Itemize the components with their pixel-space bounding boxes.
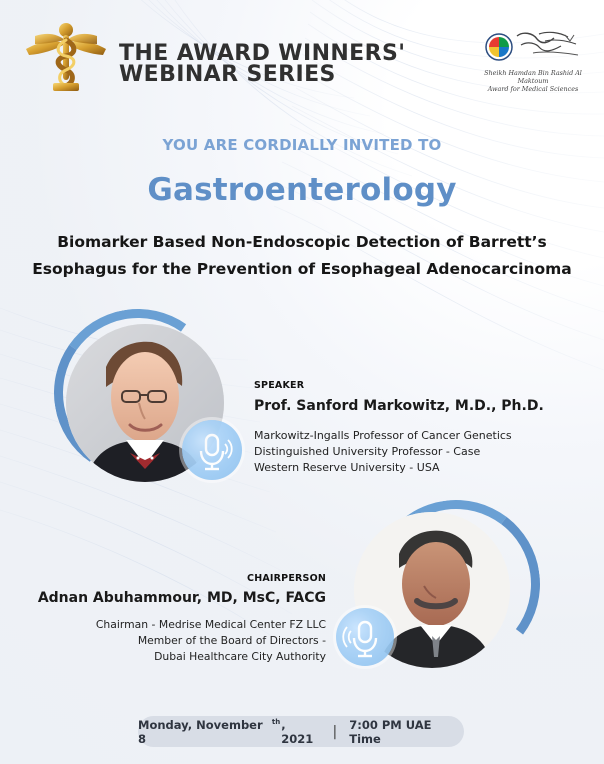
chairperson-role: CHAIRPERSON [247, 573, 326, 584]
webinar-series-title [119, 43, 405, 85]
microphone-icon [182, 420, 242, 480]
speaker-details [254, 380, 574, 476]
speaker-role: SPEAKER [254, 380, 305, 391]
event-date-time [138, 716, 464, 747]
webinar-topic [24, 229, 580, 283]
chairperson-line-2: Member of the Board of Directors - [137, 634, 326, 647]
speaker-line-1: Markowitz-Ingalls Professor of Cancer Genetics [254, 429, 512, 442]
chairperson-details [36, 573, 326, 665]
speaker-line-2: Distinguished University Professor - Case [254, 445, 481, 458]
title-line-1: THE AWARD WINNERS' [119, 41, 406, 66]
speaker-affiliation [254, 428, 574, 476]
microphone-icon [336, 608, 394, 666]
specialty-title: Gastroenterology [147, 172, 457, 208]
speaker-line-3: Western Reserve University - USA [254, 461, 440, 474]
invitation-line: YOU ARE CORDIALLY INVITED TO [162, 136, 442, 154]
event-divider: | [332, 723, 338, 740]
award-logo-caption-line-2: Award for Medical Sciences [487, 85, 579, 93]
chairperson-line-1: Chairman - Medrise Medical Center FZ LLC [95, 618, 326, 631]
chairperson-name: Adnan Abuhammour, MD, MsC, FACG [37, 590, 326, 606]
event-time: 7:00 PM UAE Time [349, 717, 432, 746]
caduceus-award-icon [22, 16, 110, 98]
speaker-name: Prof. Sanford Markowitz, M.D., Ph.D. [254, 398, 544, 414]
topic-line-1: Biomarker Based Non-Endoscopic Detection of Barrett’s [57, 233, 547, 251]
award-logo-caption [481, 69, 585, 93]
award-logo-caption-line-1: Sheikh Hamdan Bin Rashid Al Maktoum [484, 69, 582, 85]
event-date-ordinal: th [271, 717, 281, 726]
title-line-2: WEBINAR SERIES [119, 62, 336, 87]
chairperson-affiliation [36, 617, 326, 665]
event-date [138, 718, 321, 746]
topic-line-2: Esophagus for the Prevention of Esophageal Adenocarcinoma [32, 260, 572, 278]
chairperson-line-3: Dubai Healthcare City Authority [154, 650, 326, 663]
event-date-prefix: Monday, November 8 [138, 717, 263, 746]
event-date-year: , 2021 [281, 717, 314, 746]
